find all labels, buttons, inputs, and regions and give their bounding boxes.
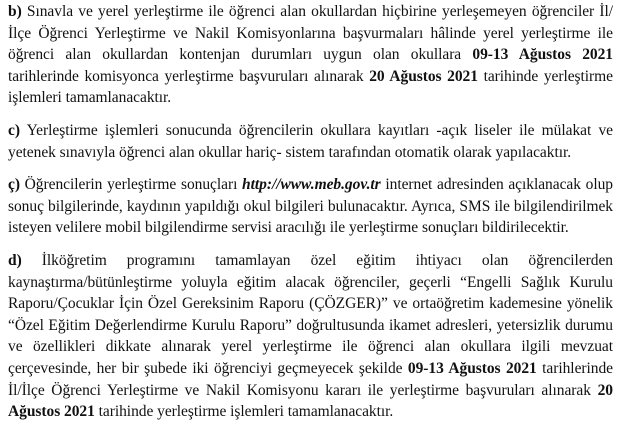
paragraph-b xyxy=(8,1,613,109)
paragraph-text: tarihlerinde İl/İlçe Öğrenci Yerleştirme ve Nakil Komisyonu kararı ile yerleştirme başvuruları alınarak xyxy=(8,359,613,399)
website-url: http://www.meb.gov.tr xyxy=(242,176,381,194)
paragraph-text: Sınavla ve yerel yerleştirme ile öğrenci alan okullardan hiçbirine yerleşemeyen öğrenciler İl/İlçe Öğrenci Yerleştirme ve Nakil Komisyonlarına başvurmaları hâlinde yerel yerleştirme ile öğrenci alan okullardan kontenjan durumları uygun olan okullara xyxy=(8,3,613,64)
paragraph-c-cedilla xyxy=(8,174,613,239)
paragraph-text: Öğrencilerin yerleştirme sonuçları xyxy=(19,176,243,194)
date-range-bold: 09-13 Ağustos 2021 xyxy=(472,46,613,64)
paragraph-marker: d) xyxy=(8,251,22,269)
completion-date-bold: 20 Ağustos 2021 xyxy=(8,381,613,421)
paragraph-marker: b) xyxy=(8,3,22,20)
paragraph-c xyxy=(8,120,613,163)
paragraph-text: tarihinde yerleştirme işlemleri tamamlanacaktır. xyxy=(8,67,613,107)
completion-date-bold: 20 Ağustos 2021 xyxy=(369,67,478,85)
paragraph-text: İlköğretim programını tamamlayan özel eğitim ihtiyacı olan öğrencilerden kaynaştırma/bütünleştirme yoluyla eğitim alacak öğrenciler, geçerli “Engelli Sağlık Kurulu Raporu/Çocuklar İçin Özel Gereksinim Raporu (ÇÖZGER)” ve ortaöğretim kademesine yönelik “Özel Eğitim Değerlendirme Kurulu Raporu” doğrultusunda ikamet adresleri, yetersizlik durumu ve özellikleri dikkate alınarak yerel yerleştirme ile öğrenci alan okullara ilgili mevzuat çerçevesinde, her bir şubede iki öğrenciyi geçmeyecek şekilde xyxy=(8,251,613,377)
paragraph-text: tarihinde yerleştirme işlemleri tamamlanacaktır. xyxy=(94,403,394,421)
paragraph-marker: ç) xyxy=(8,176,20,194)
date-range-bold: 09-13 Ağustos 2021 xyxy=(407,359,537,377)
paragraph-marker: c) xyxy=(8,121,20,139)
paragraph-text: tarihlerinde komisyonca yerleştirme başvuruları alınarak xyxy=(8,67,370,85)
paragraph-text: Yerleştirme işlemleri sonucunda öğrencilerin okullara kayıtları -açık liseler ile mülakat ve yetenek sınavıyla öğrenci alan okullar hariç- sistem tarafından otomatik olarak yapılacaktır. xyxy=(8,121,613,161)
paragraph-text: internet adresinden açıklanacak olup sonuç bilgilerinde, kaydının yapıldığı okul bilgileri bulunacaktır. Ayrıca, SMS ile bilgilendirilmek isteyen velilere mobil bilgilendirme servisi aracılığı ile yerleştirme sonuçları bildirilecektir. xyxy=(8,176,614,237)
paragraph-d xyxy=(8,250,613,423)
